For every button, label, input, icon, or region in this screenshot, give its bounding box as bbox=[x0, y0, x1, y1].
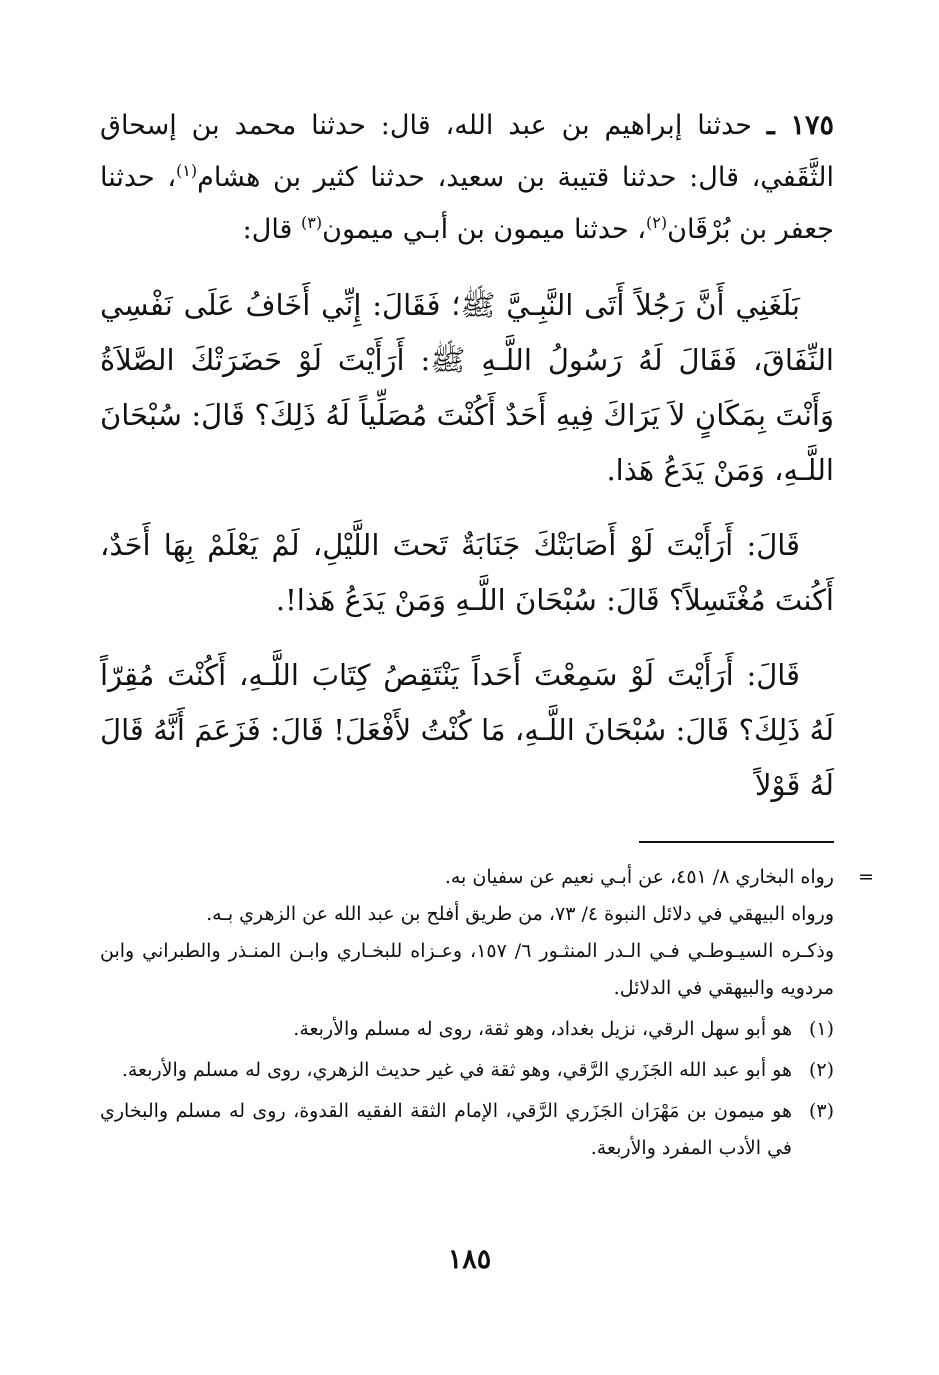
footnote-continuation-line-3: وذكـره السيـوطـي فـي الـدر المنثـور ٦/ ١٥٧، وعـزاه للبخـاري وابـن المنـذر والطبراني وابن مردويه والبيهقي في الدلائل. bbox=[100, 940, 835, 999]
footnote-1 bbox=[100, 1011, 834, 1048]
footnote-text: هو ميمون بن مَهْرَان الجَزَري الرَّقي، الإمام الثقة الفقيه القدوة، روى له مسلم والبخاري في الأدب المفرد والأربعة. bbox=[100, 1100, 792, 1159]
footnote-ref-3: (٣) bbox=[301, 213, 323, 232]
hadith-number: ١٧٥ ـ bbox=[766, 110, 835, 141]
footnote-separator bbox=[639, 841, 834, 843]
footnote-label: (١) bbox=[808, 1018, 834, 1040]
footnote-text: هو أبو سهل الرقي، نزيل بغداد، وهو ثقة، روى له مسلم والأربعة. bbox=[293, 1018, 792, 1040]
footnote-label: (٣) bbox=[808, 1100, 834, 1122]
matn-paragraph-3: قَالَ: أَرَأَيْتَ لَوْ سَمِعْتَ أَحَداً يَنْتَقِصُ كِتَابَ اللَّـهِ، أَكُنْتَ مُقِرّاً لَهُ ذَلِكَ؟ قَالَ: سُبْحَانَ اللَّـهِ، مَا كُنْتُ لأَفْعَلَ! قَالَ: فَزَعَمَ أَنَّهُ قَالَ لَهُ قَوْلاً bbox=[100, 658, 834, 802]
page-number: ١٨٥ bbox=[447, 1244, 492, 1275]
footnote-ref-1: (١) bbox=[176, 161, 198, 180]
book-page bbox=[100, 100, 874, 1375]
isnad-text-2: ، حدثنا جعفر بن بُرْقَان bbox=[100, 162, 834, 245]
footnote-2 bbox=[100, 1052, 834, 1089]
footnote-3 bbox=[100, 1093, 834, 1167]
hadith-isnad bbox=[100, 100, 834, 256]
footnote-continuation bbox=[100, 859, 874, 1007]
isnad-text-3: ، حدثنا ميمون بن أبـي ميمون bbox=[322, 214, 647, 245]
matn-paragraph-2: قَالَ: أَرَأَيْتَ لَوْ أَصَابَتْكَ جَنَابَةٌ تَحتَ اللَّيْلِ، لَمْ يَعْلَمْ بِهَا أَحَدٌ، أَكُنتَ مُغْتَسِلاً؟ قَالَ: سُبْحَانَ اللَّـهِ وَمَنْ يَدَعُ هَذا!. bbox=[100, 528, 834, 617]
footnotes bbox=[100, 859, 874, 1167]
footnote-label: (٢) bbox=[808, 1059, 834, 1081]
footnote-text: هو أبو عبد الله الجَزَري الرَّقي، وهو ثقة في غير حديث الزهري، روى له مسلم والأربعة. bbox=[121, 1059, 792, 1081]
footnote-continuation-line-2: ورواه البيهقي في دلائل النبوة ٤/ ٧٣، من طريق أفلح بن عبد الله عن الزهري بـه. bbox=[206, 903, 834, 925]
footnote-ref-2: (٢) bbox=[646, 213, 668, 232]
footnote-continuation-line-1: رواه البخاري ٨/ ٤٥١، عن أبـي نعيم عن سفيان به. bbox=[444, 866, 834, 888]
continuation-mark: = bbox=[858, 866, 874, 888]
matn-paragraph-1: بَلَغَنِي أَنَّ رَجُلاً أَتَى النَّبِـيَّ ﷺ؛ فَقَالَ: إِنِّي أَخَافُ عَلَى نَفْسِي النِّفَاقَ، فَقَالَ لَهُ رَسُولُ اللَّـهِ ﷺ: أَرَأَيْتَ لَوْ حَضَرَتْكَ الصَّلاَةُ وَأَنْتَ بِمَكَانٍ لاَ يَرَاكَ فِيهِ أَحَدٌ أَكُنْتَ مُصَلِّياً لَهُ ذَلِكَ؟ قَالَ: سُبْحَانَ اللَّـهِ، وَمَنْ يَدَعُ هَذا. bbox=[100, 288, 834, 487]
isnad-text-4: قال: bbox=[242, 214, 302, 245]
isnad-text-1: حدثنا إبراهيم بن عبد الله، قال: حدثنا محمد بن إسحاق الثَّقَفي، قال: حدثنا قتيبة بن سعيد، حدثنا كثير بن هشام bbox=[100, 110, 834, 193]
